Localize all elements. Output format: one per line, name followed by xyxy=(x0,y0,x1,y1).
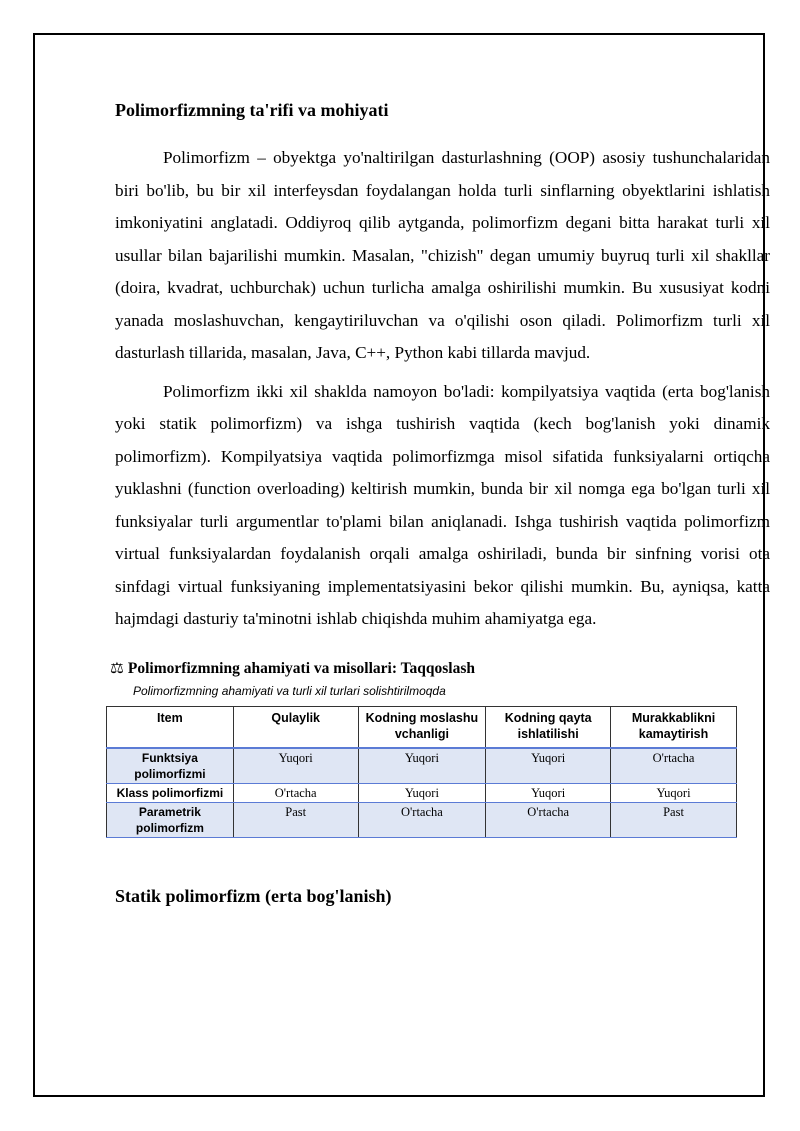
table-caption: Polimorfizmning ahamiyati va turli xil turlari solishtirilmoqda xyxy=(133,683,446,698)
table-cell: Yuqori xyxy=(233,748,358,784)
table-row xyxy=(107,783,737,802)
table-row xyxy=(107,802,737,837)
comparison-table xyxy=(106,706,737,838)
document-body xyxy=(110,96,770,910)
table-cell: O'rtacha xyxy=(611,748,737,784)
row-header: Klass polimorfizmi xyxy=(107,783,234,802)
table-cell: Yuqori xyxy=(486,783,611,802)
column-header: Kodning moslashuvchanligi xyxy=(358,706,486,748)
column-header: Qulaylik xyxy=(233,706,358,748)
table-cell: Past xyxy=(611,802,737,837)
row-header: Parametrik polimorfizm xyxy=(107,802,234,837)
column-header: Murakkablikni kamaytirish xyxy=(611,706,737,748)
column-header: Kodning qayta ishlatilishi xyxy=(486,706,611,748)
row-header: Funktsiya polimorfizmi xyxy=(107,748,234,784)
table-cell: O'rtacha xyxy=(233,783,358,802)
scale-icon: ⚖ xyxy=(110,659,124,677)
table-cell: Past xyxy=(233,802,358,837)
table-cell: O'rtacha xyxy=(486,802,611,837)
table-header-row xyxy=(107,706,737,748)
table-row xyxy=(107,748,737,784)
table-title-text: Polimorfizmning ahamiyati va misollari: Taqqoslash xyxy=(127,659,475,677)
paragraph: Polimorfizm – obyektga yo'naltirilgan dasturlashning (OOP) asosiy tushunchalaridan biri bo'lib, bu bir xil interfeysdan foydalangan holda turli sinflarning obyektlarini ishlatish imkoniyatini anglatadi. Oddiyroq qilib aytganda, polimorfizm degani bitta harakat turli xil usullar bilan bajarilishi mumkin. Masalan, "chizish" degan umumiy buyruq turli xil shakllar (doira, kvadrat, uchburchak) uchun turlicha amalga oshirilishi mumkin. Bu xususiyat kodni yanada moslashuvchan, kengaytiriluvchan va o'qilishi oson qiladi. Polimorfizm turli xil dasturlash tillarida, masalan, Java, C++, Python kabi tillarda mavjud. xyxy=(115,148,770,362)
table-cell: Yuqori xyxy=(358,783,486,802)
section-heading: Polimorfizmning ta'rifi va mohiyati xyxy=(115,100,389,120)
section-heading: Statik polimorfizm (erta bog'lanish) xyxy=(115,885,392,906)
paragraph: Polimorfizm ikki xil shaklda namoyon bo'ladi: kompilyatsiya vaqtida (erta bog'lanish yoki statik polimorfizm) va ishga tushirish vaqtida (kech bog'lanish yoki dinamik polimorfizm). Kompilyatsiya vaqtida polimorfizmga misol sifatida funksiyalarni ortiqcha yuklashni (function overloading) keltirish mumkin, bunda bir xil nomga ega bo'lgan turli xil funksiyalar turli argumentlar to'plami bilan aniqlanadi. Ishga tushirish vaqtida polimorfizm virtual funksiyalardan foydalanish orqali amalga oshiriladi, bunda bir sinfning vorisi ota sinfdagi virtual funksiyaning implementatsiyasini bekor qilishi mumkin. Bu, ayniqsa, katta hajmdagi dasturiy ta'minotni ishlab chiqishda muhim ahamiyatga ega. xyxy=(115,381,770,628)
table-cell: O'rtacha xyxy=(358,802,486,837)
table-title xyxy=(110,658,770,680)
table-cell: Yuqori xyxy=(358,748,486,784)
table-cell: Yuqori xyxy=(486,748,611,784)
table-cell: Yuqori xyxy=(611,783,737,802)
column-header: Item xyxy=(107,706,234,748)
